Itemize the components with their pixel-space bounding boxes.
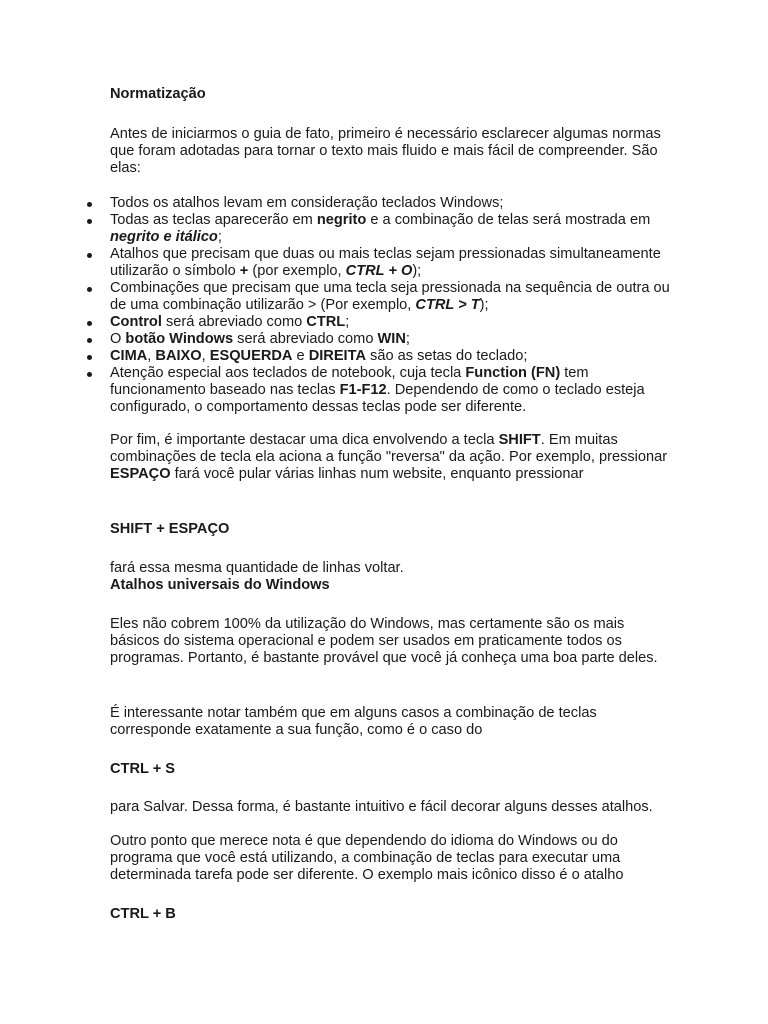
- list-item: Atenção especial aos teclados de notebook, cuja tecla Function (FN) tem funcionamento baseado nas teclas F1-F12. Dependendo de como o teclado esteja configurado, o comportamento dessas teclas pode ser diferente.: [110, 365, 670, 416]
- section-title: Normatização: [110, 86, 206, 102]
- interesting-paragraph: É interessante notar também que em alguns casos a combinação de teclas corresponde exatamente a sua função, como é o caso do: [110, 705, 597, 738]
- list-item: Combinações que precisam que uma tecla seja pressionada na sequência de outra ou de uma combinação utilizarão > (Por exemplo, CTRL > T);: [110, 280, 670, 314]
- save-paragraph: para Salvar. Dessa forma, é bastante intuitivo e fácil decorar alguns desses atalhos.: [110, 799, 653, 815]
- universal-heading: Atalhos universais do Windows: [110, 577, 330, 593]
- bullet-icon: [87, 202, 92, 207]
- list-item: Control será abreviado como CTRL;: [110, 314, 670, 331]
- bullet-icon: [87, 219, 92, 224]
- bullet-icon: [87, 287, 92, 292]
- list-item: Todas as teclas aparecerão em negrito e a combinação de telas será mostrada em negrito e itálico;: [110, 212, 670, 246]
- bullet-icon: [87, 372, 92, 377]
- intro-paragraph: Antes de iniciarmos o guia de fato, primeiro é necessário esclarecer algumas normas que foram adotadas para tornar o texto mais fluido e mais fácil de compreender. São elas:: [110, 126, 661, 176]
- list-item: O botão Windows será abreviado como WIN;: [110, 331, 670, 348]
- list-item: Atalhos que precisam que duas ou mais teclas sejam pressionadas simultaneamente utilizarão o símbolo + (por exemplo, CTRL + O);: [110, 246, 670, 280]
- list-item: Todos os atalhos levam em consideração teclados Windows;: [110, 195, 670, 212]
- list-item: CIMA, BAIXO, ESQUERDA e DIREITA são as setas do teclado;: [110, 348, 670, 365]
- shift-paragraph: Por fim, é importante destacar uma dica envolvendo a tecla SHIFT. Em muitas combinações de tecla ela aciona a função "reversa" da ação. Por exemplo, pressionar ESPAÇO fará você pular várias linhas num website, enquanto pressionar: [110, 432, 668, 482]
- bullet-icon: [87, 253, 92, 258]
- bullet-icon: [87, 355, 92, 360]
- language-paragraph: Outro ponto que merece nota é que dependendo do idioma do Windows ou do programa que você está utilizando, a combinação de teclas para executar uma determinada tarefa pode ser diferente. O exemplo mais icônico disso é o atalho: [110, 833, 624, 883]
- rules-list: [110, 195, 670, 416]
- back-paragraph: fará essa mesma quantidade de linhas voltar.: [110, 560, 404, 576]
- universal-paragraph: Eles não cobrem 100% da utilização do Windows, mas certamente são os mais básicos do sistema operacional e podem ser usados em praticamente todos os programas. Portanto, é bastante provável que você já conheça uma boa parte deles.: [110, 616, 658, 666]
- shortcut-shift-space: SHIFT + ESPAÇO: [110, 521, 230, 537]
- shortcut-ctrl-b: CTRL + B: [110, 906, 176, 922]
- shortcut-ctrl-s: CTRL + S: [110, 761, 176, 777]
- bullet-icon: [87, 338, 92, 343]
- bullet-icon: [87, 321, 92, 326]
